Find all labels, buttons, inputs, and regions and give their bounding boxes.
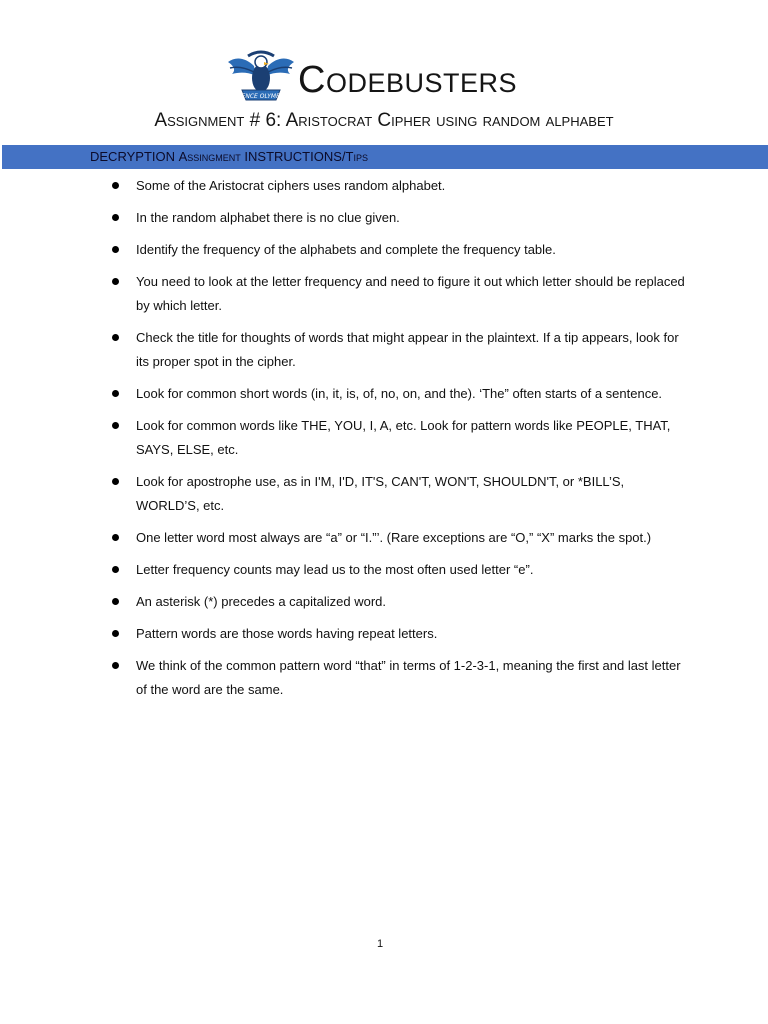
page-number: 1	[376, 938, 384, 950]
logo-text: SCIENCE OLYMPIAD	[231, 93, 291, 100]
list-item	[108, 206, 688, 230]
bullet-icon	[112, 534, 119, 541]
bullet-icon	[112, 214, 119, 221]
list-item	[108, 414, 688, 462]
bullet-icon	[112, 478, 119, 485]
bullet-icon	[112, 662, 119, 669]
list-item	[108, 526, 688, 550]
list-item	[108, 382, 688, 406]
list-item	[108, 238, 688, 262]
instructions-banner	[2, 145, 768, 169]
bullet-icon	[112, 630, 119, 637]
tip-text: You need to look at the letter frequency and need to figure it out which letter should be replaced by which letter.	[136, 274, 685, 313]
banner-heading	[90, 148, 368, 166]
list-item	[108, 270, 688, 318]
bullet-icon	[112, 278, 119, 285]
tip-text: An asterisk (*) precedes a capitalized word.	[136, 594, 387, 609]
tip-text: We think of the common pattern word “that” in terms of 1-2-3-1, meaning the first and last letter of the word are the same.	[136, 658, 681, 697]
tip-text: Some of the Aristocrat ciphers uses random alphabet.	[136, 178, 446, 193]
tip-text: Letter frequency counts may lead us to the most often used letter “e”.	[136, 562, 534, 577]
tip-text: Look for apostrophe use, as in I'M, I'D, IT'S, CAN'T, WON'T, SHOULDN'T, or *BILL’S, WORLD’S, etc.	[136, 474, 625, 513]
bullet-icon	[112, 182, 119, 189]
list-item	[108, 622, 688, 646]
bullet-icon	[112, 246, 119, 253]
tip-text: In the random alphabet there is no clue given.	[136, 210, 400, 225]
tip-text: Pattern words are those words having repeat letters.	[136, 626, 438, 641]
tip-text: One letter word most always are “a” or “I.”’. (Rare exceptions are “O,” “X” marks the spot.)	[136, 530, 652, 545]
bullet-icon	[112, 422, 119, 429]
banner-part-assignment: Assingment	[178, 149, 241, 164]
bullet-icon	[112, 566, 119, 573]
page-title: Codebusters	[298, 59, 517, 101]
eagle-logo-icon	[226, 48, 296, 104]
tip-text: Look for common words like THE, YOU, I, A, etc. Look for pattern words like PEOPLE, THAT, SAYS, ELSE, etc.	[136, 418, 671, 457]
bullet-icon	[112, 598, 119, 605]
bullet-icon	[112, 390, 119, 397]
bullet-icon	[112, 334, 119, 341]
list-item	[108, 326, 688, 374]
banner-part-instructions: INSTRUCTIONS/	[240, 149, 346, 164]
tip-text: Look for common short words (in, it, is, of, no, on, and the). ‘The” often starts of a sentence.	[136, 386, 663, 401]
assignment-subtitle: Assignment # 6: Aristocrat Cipher using random alphabet	[154, 110, 614, 131]
list-item	[108, 558, 688, 582]
tips-list	[108, 174, 688, 710]
list-item	[108, 470, 688, 518]
list-item	[108, 174, 688, 198]
banner-part-decryption: DECRYPTION	[90, 149, 179, 164]
tip-text: Identify the frequency of the alphabets and complete the frequency table.	[136, 242, 556, 257]
list-item	[108, 590, 688, 614]
banner-part-tips: Tips	[345, 149, 368, 164]
tip-text: Check the title for thoughts of words that might appear in the plaintext. If a tip appears, look for its proper spot in the cipher.	[136, 330, 679, 369]
list-item	[108, 654, 688, 702]
document-header	[0, 44, 768, 106]
